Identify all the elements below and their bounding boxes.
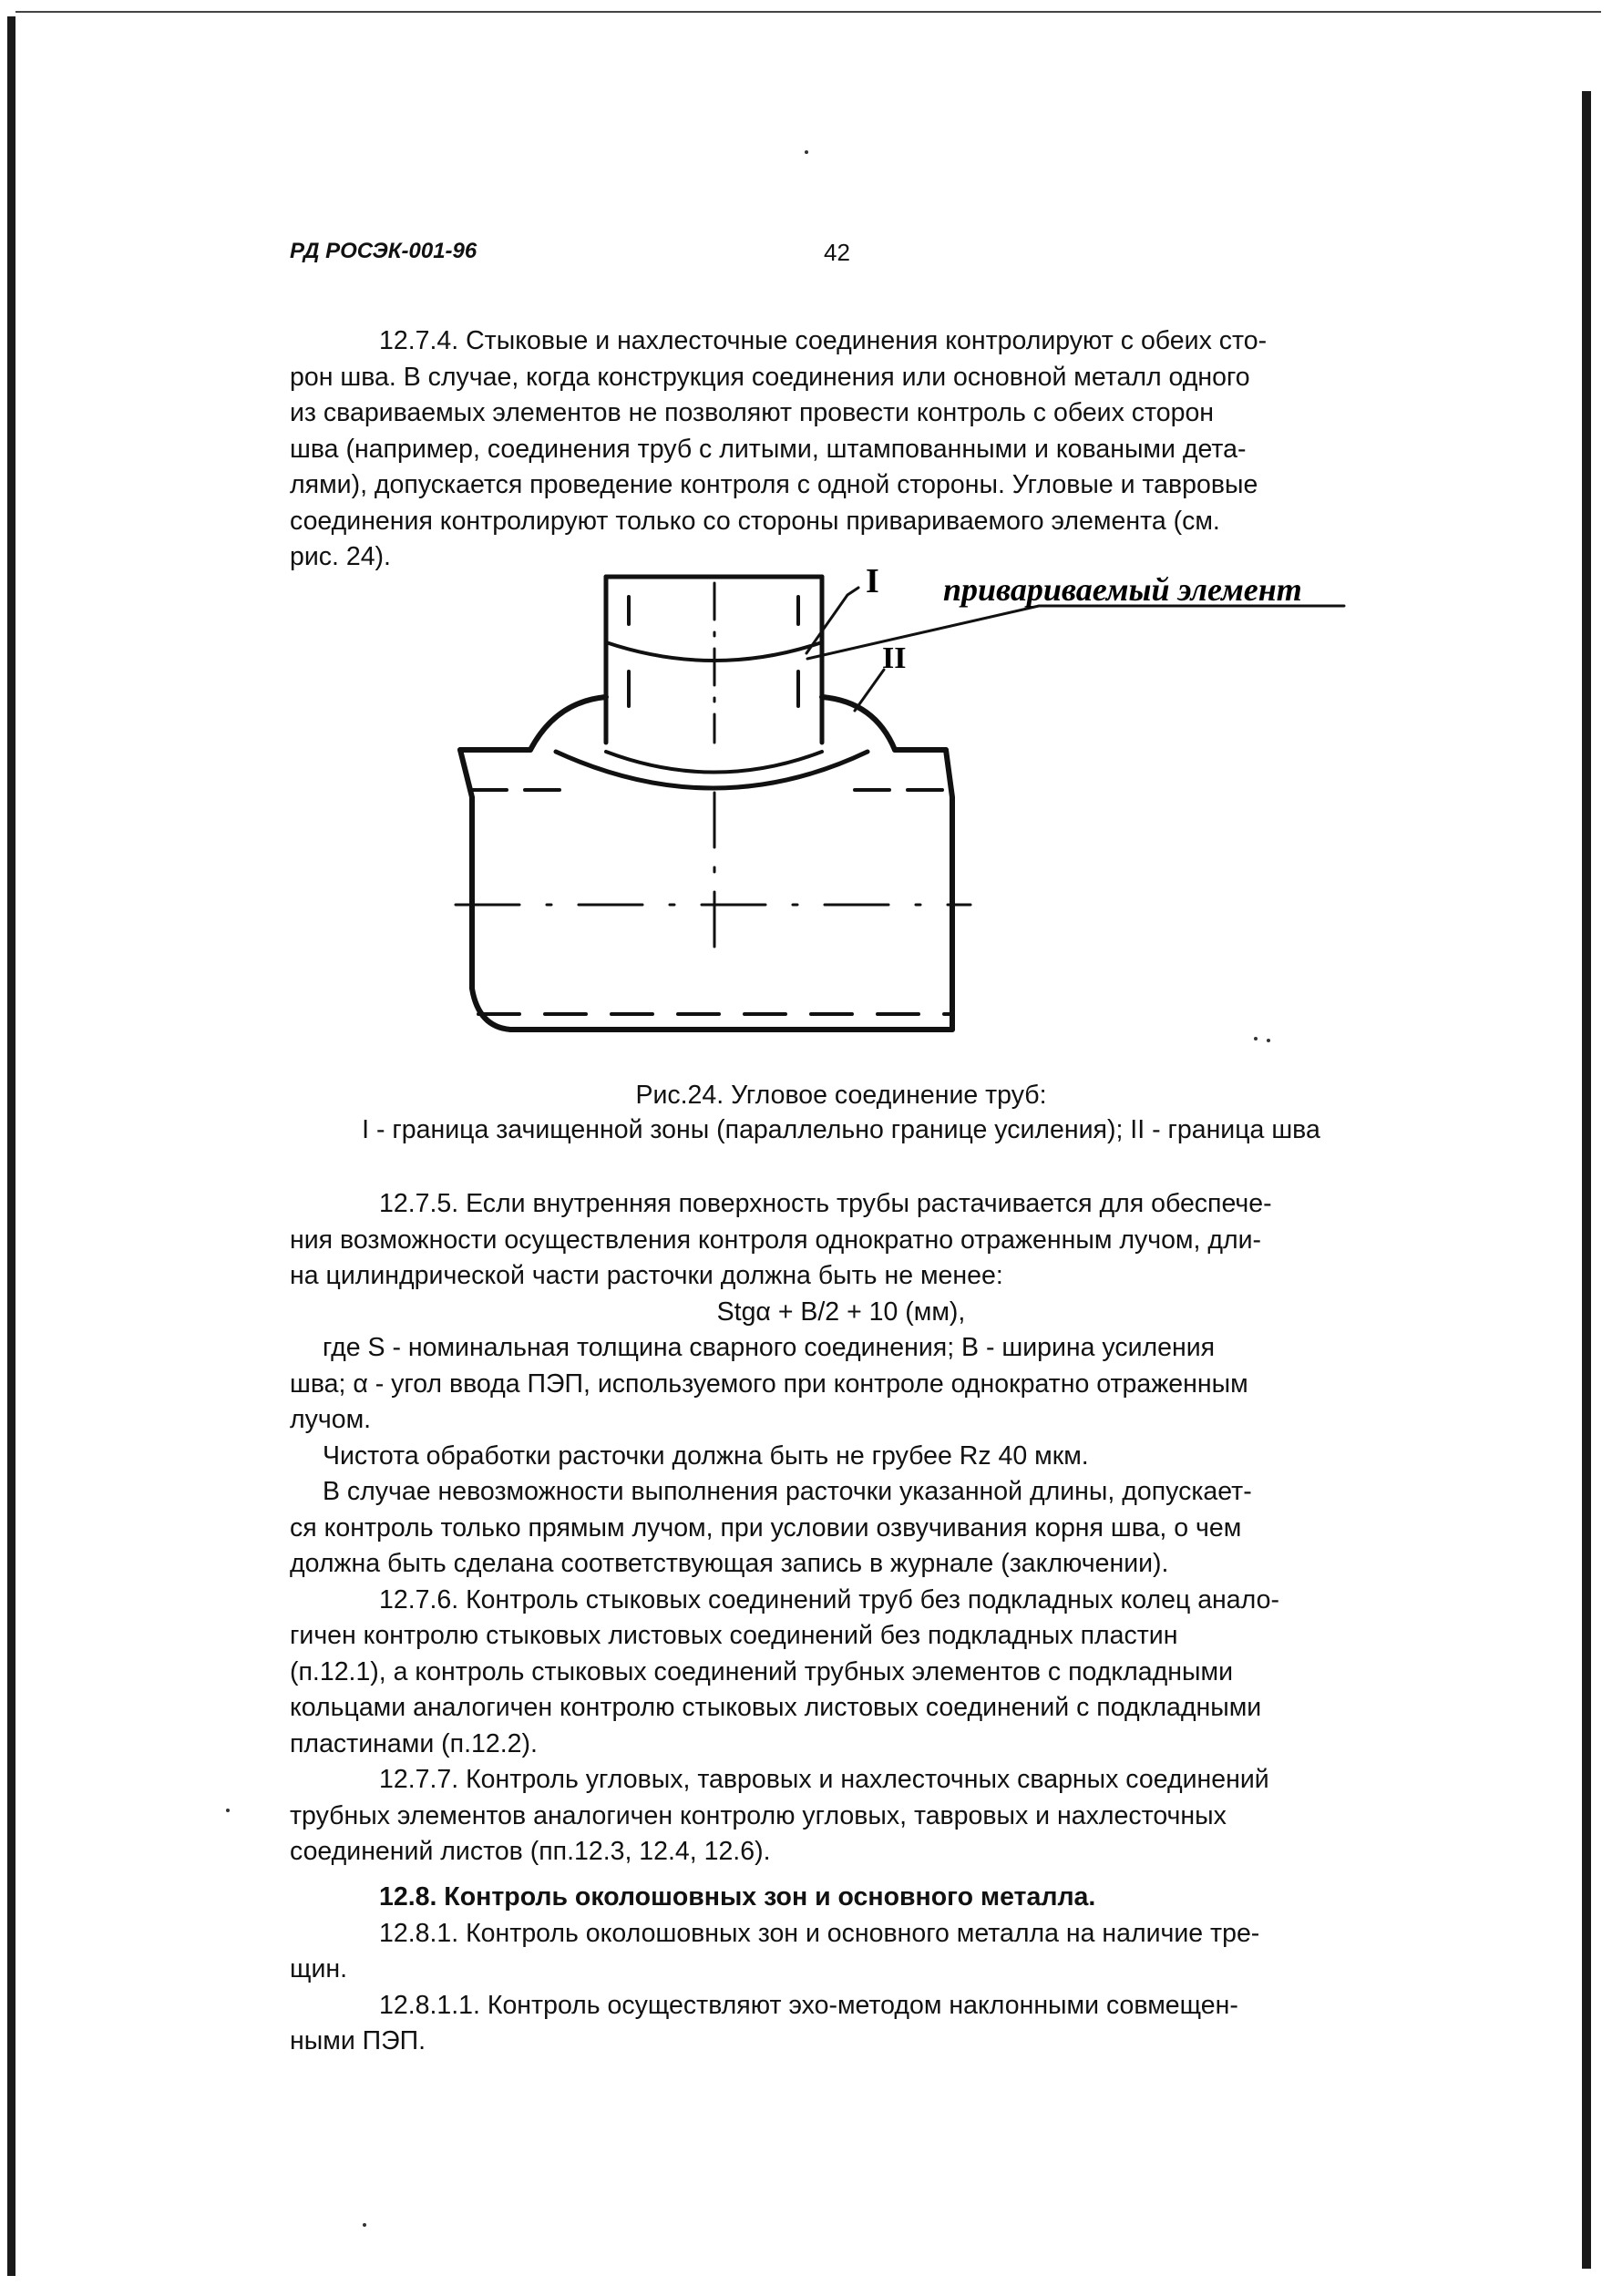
scan-speck (226, 1809, 230, 1812)
main-pipe-right-outline (946, 750, 952, 1030)
weld-outer-contour (530, 697, 895, 750)
weld-lower-contour (556, 752, 868, 788)
text-line: на цилиндрической части расточки должна быть не менее: (290, 1261, 1003, 1290)
page-header (290, 239, 1383, 275)
text-line: 12.7.6. Контроль стыковых соединений труб без подкладных колец анало- (379, 1584, 1279, 1614)
section-12-8 (290, 1880, 1392, 2060)
text-line: 12.7.5. Если внутренняя поверхность трубы растачивается для обеспече- (379, 1189, 1272, 1218)
text-line: 12.7.7. Контроль угловых, тавровых и нахлесточных сварных соединений (379, 1765, 1269, 1794)
scan-edge-left (7, 16, 15, 2276)
weld-inner-contour (606, 752, 822, 773)
text-line: шва; α - угол ввода ПЭП, используемого при контроле однократно отраженным (290, 1368, 1248, 1399)
text-line: ся контроль только прямым лучом, при условии озвучивания корня шва, о чем (290, 1512, 1242, 1543)
text-line: 12.8.1.1. Контроль осуществляют эхо-методом наклонными совмещен- (379, 1990, 1238, 2020)
scan-speck (363, 2223, 366, 2227)
text-line: рис. 24). (290, 542, 391, 571)
text-line: должна быть сделана соответствующая запись в журнале (заключении). (290, 1549, 1169, 1578)
text-line: где S - номинальная толщина сварного соединения; B - ширина усиления (323, 1333, 1216, 1362)
text-line: соединений листов (пп.12.3, 12.4, 12.6). (290, 1837, 771, 1866)
text-line: пластинами (п.12.2). (290, 1728, 538, 1758)
main-pipe-left-outline (460, 750, 952, 1030)
text-line: гичен контролю стыковых листовых соединений без подкладных пластин (290, 1621, 1178, 1650)
leader-I (806, 588, 858, 653)
text-line: (п.12.1), а контроль стыковых соединений трубных элементов с подкладными (290, 1656, 1233, 1686)
text-line: 12.7.4. Стыковые и нахлесточные соединения контролируют с обеих сто- (379, 326, 1268, 355)
text-line: ния возможности осуществления контроля однократно отраженным лучом, дли- (290, 1225, 1262, 1255)
text-line: из свариваемых элементов не позволяют провести контроль с обеих сторон (290, 398, 1215, 427)
text-line: кольцами аналогичен контролю стыковых листовых соединений с подкладными (290, 1693, 1262, 1722)
scan-edge-right (1582, 91, 1591, 2269)
text-line: 12.8.1. Контроль околошовных зон и основного металла на наличие тре- (379, 1918, 1260, 1948)
text-line: шва (например, соединения труб с литыми, штампованными и коваными дета- (290, 434, 1247, 464)
formula: Stgα + B/2 + 10 (мм), (716, 1297, 966, 1327)
caption-legend: I - граница зачищенной зоны (параллельно границе усиления); II - граница шва (362, 1115, 1320, 1144)
document-code: РД РОСЭК-001-96 (290, 239, 477, 263)
text-line: лучом. (290, 1405, 372, 1434)
handwritten-note: привариваемый элемент (943, 571, 1302, 608)
paragraph-12-7-4 (290, 323, 1392, 576)
section-heading: 12.8. Контроль околошовных зон и основного металла. (379, 1882, 1096, 1912)
figure-caption (290, 1078, 1392, 1147)
pipe-joint-figure (447, 560, 1403, 1071)
text-line: лями), допускается проведение контроля с одной стороны. Угловые и тавровые (290, 470, 1258, 499)
text-line: трубных элементов аналогичен контролю угловых, тавровых и нахлесточных (290, 1800, 1227, 1830)
text-line: рон шва. В случае, когда конструкция соединения или основной металл одного (290, 362, 1250, 392)
leader-II (855, 670, 884, 711)
scan-speck (805, 150, 808, 154)
text-line: ными ПЭП. (290, 2026, 426, 2055)
scan-edge-top (15, 11, 1601, 13)
page-number: 42 (824, 239, 850, 266)
text-line: В случае невозможности выполнения расточки указанной длины, допускает- (323, 1477, 1252, 1506)
text-line: соединения контролируют только со стороны привариваемого элемента (см. (290, 506, 1220, 536)
text-line: Чистота обработки расточки должна быть не грубее Rz 40 мкм. (323, 1440, 1089, 1471)
caption-title: Рис.24. Угловое соединение труб: (635, 1081, 1047, 1110)
text-line: щин. (290, 1954, 348, 1983)
label-II: II (882, 641, 907, 675)
label-I: I (866, 562, 879, 600)
paragraph-12-7-5 (290, 1186, 1392, 1871)
